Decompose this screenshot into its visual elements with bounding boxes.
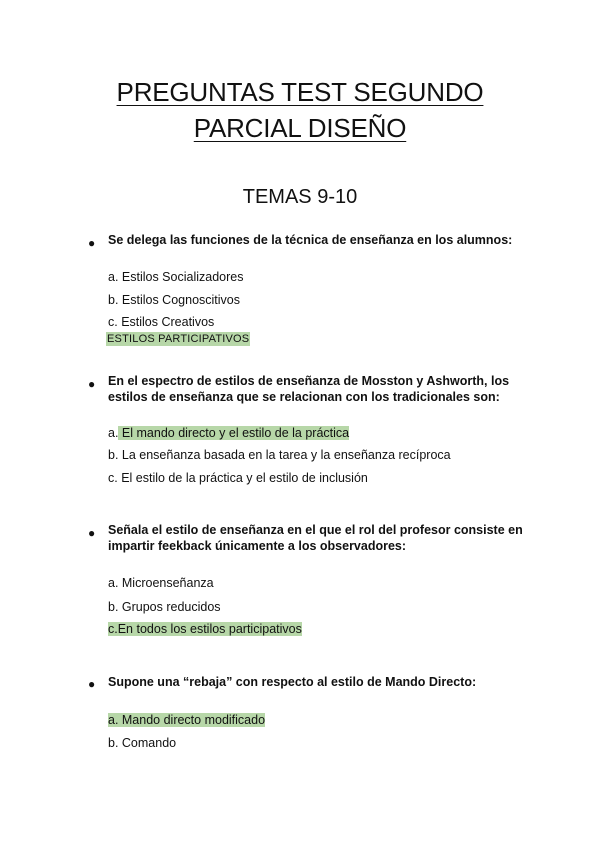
question-2-text: En el espectro de estilos de enseñanza de Mosston y Ashworth, los estilos de enseñanza que se relacionan con los tradicionales son: [108, 374, 510, 404]
title-line-2: PARCIAL DISEÑO [193, 113, 407, 143]
question-2-option-b: b. La enseñanza basada en la tarea y la enseñanza recíproca [108, 448, 451, 462]
question-3-option-c [108, 620, 302, 638]
question-1-answer-note: ESTILOS PARTICIPATIVOS [107, 333, 250, 345]
question-2-option-a-prefix: a. [108, 426, 119, 440]
document-title [0, 74, 600, 146]
question-2-option-c: c. El estilo de la práctica y el estilo de inclusión [108, 471, 368, 485]
question-4-text: Supone una “rebaja” con respecto al estilo de Mando Directo: [108, 675, 477, 689]
question-2-option-a [108, 424, 349, 442]
question-1-text: Se delega las funciones de la técnica de enseñanza en los alumnos: [108, 233, 513, 247]
question-2-correct-answer: El mando directo y el estilo de la práctica [118, 426, 350, 440]
question-4-correct-answer: a. Mando directo modificado [108, 713, 266, 727]
bullet-icon: ● [88, 526, 96, 540]
bullet-icon: ● [88, 377, 96, 391]
bullet-icon: ● [88, 677, 96, 691]
question-3-option-b: b. Grupos reducidos [108, 600, 221, 614]
document-subtitle: TEMAS 9-10 [242, 186, 358, 208]
question-4-option-a [108, 711, 265, 729]
question-1-option-a: a. Estilos Socializadores [108, 270, 244, 284]
question-1-option-b: b. Estilos Cognoscitivos [108, 293, 241, 307]
bullet-icon: ● [88, 236, 96, 250]
question-3-option-a: a. Microenseñanza [108, 576, 214, 590]
question-4-option-b: b. Comando [108, 736, 177, 750]
question-1-option-c: c. Estilos Creativos [108, 315, 215, 329]
question-3-correct-answer: c.En todos los estilos participativos [108, 622, 302, 636]
question-3-text: Señala el estilo de enseñanza en el que el rol del profesor consiste en impartir feekback únicamente a los observadores: [108, 523, 523, 553]
title-line-1: PREGUNTAS TEST SEGUNDO [116, 77, 484, 107]
